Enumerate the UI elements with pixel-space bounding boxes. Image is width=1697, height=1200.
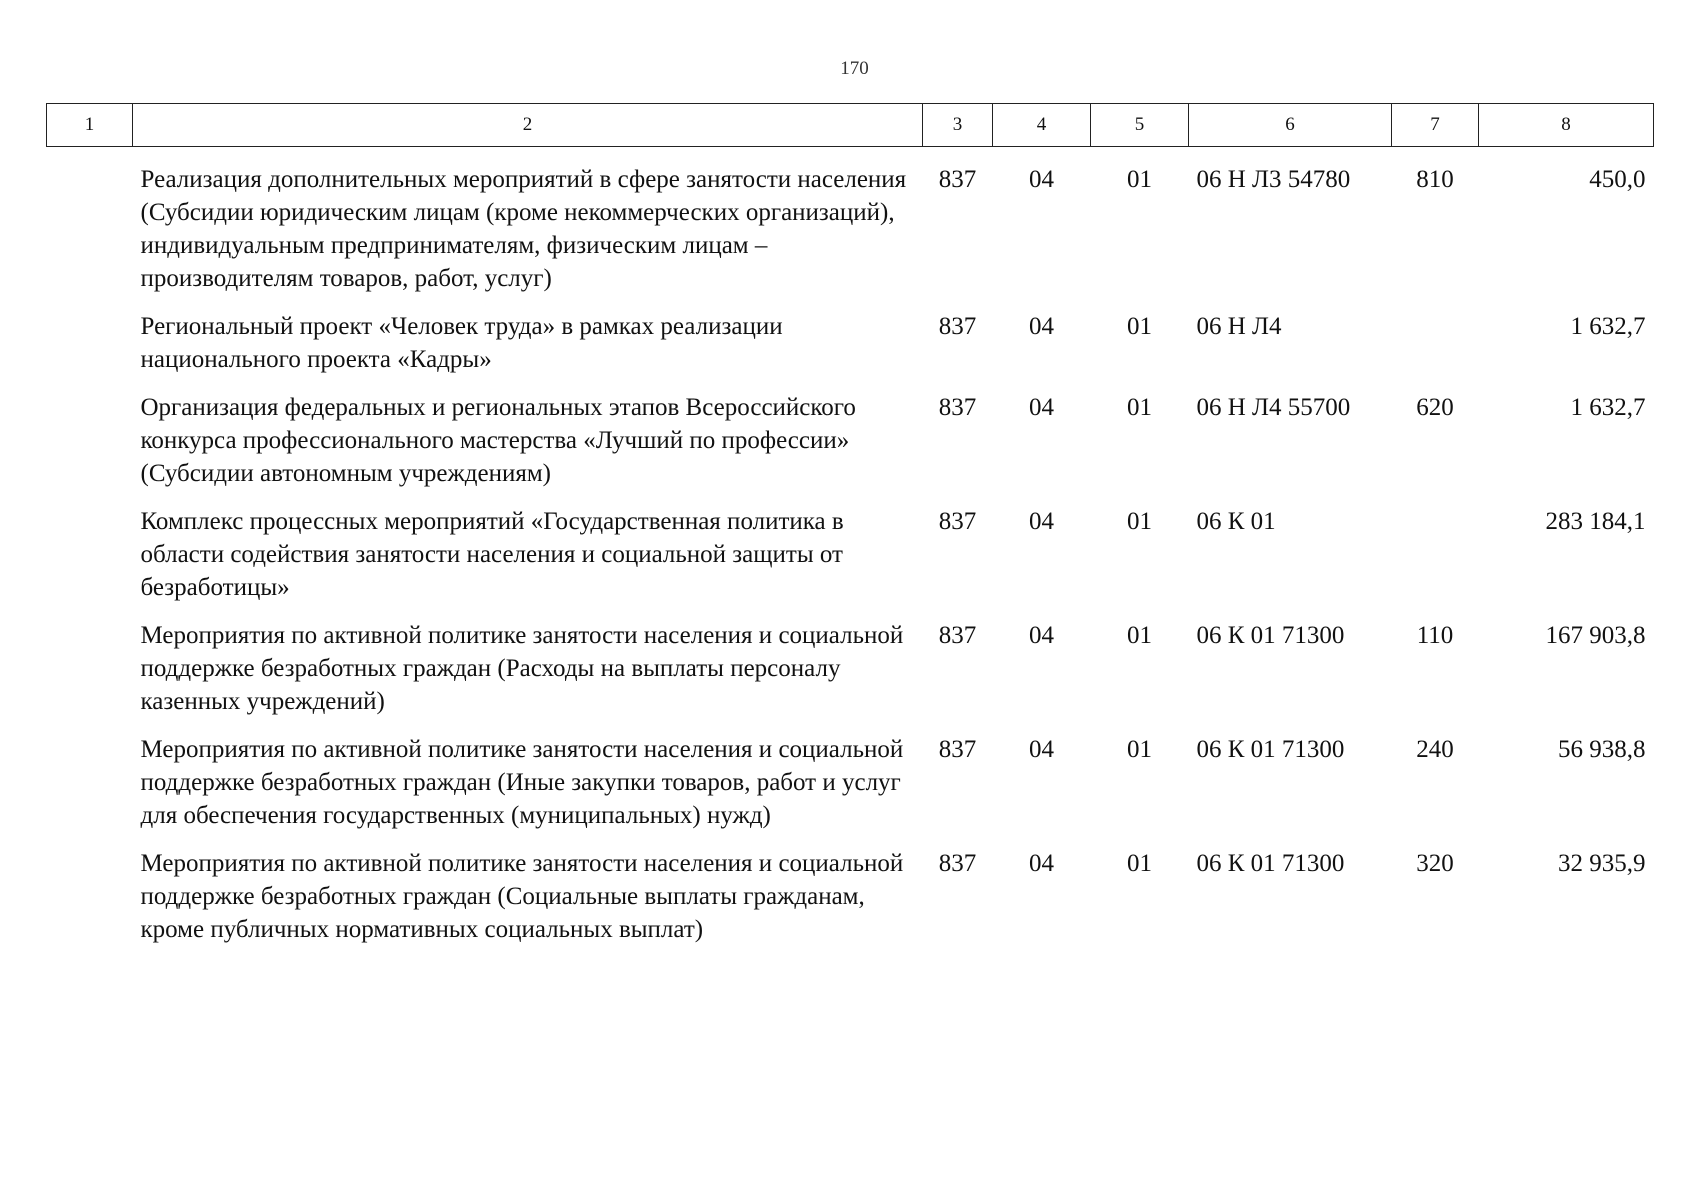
row-sum: 56 938,8: [1558, 736, 1646, 763]
row-gr: 837: [938, 313, 977, 340]
table-row: [47, 147, 1654, 303]
row-name: Комплекс процессных мероприятий «Государственная политика в области содействия занятости населения и социальной защиты от безработицы»: [140, 508, 844, 601]
row-number-cell: [47, 725, 133, 839]
row-rz: 04: [1029, 622, 1054, 649]
row-name: Организация федеральных и региональных этапов Всероссийского конкурса профессионального мастерства «Лучший по профессии» (Субсидии автономным учреждениям): [140, 394, 856, 487]
row-vr: 810: [1416, 166, 1454, 193]
header-col-2: 2: [133, 104, 923, 147]
row-pr: 01: [1127, 850, 1152, 877]
row-vr: 620: [1416, 394, 1454, 421]
row-pr: 01: [1127, 313, 1152, 340]
header-col-8: 8: [1479, 104, 1654, 147]
row-name: Мероприятия по активной политике занятости населения и социальной поддержке безработных граждан (Иные закупки товаров, работ и услуг для обеспечения государственных (муниципальных) нужд): [140, 736, 904, 829]
row-gr: 837: [938, 850, 977, 877]
row-gr: 837: [938, 622, 977, 649]
row-csr: 06 К 01: [1196, 508, 1276, 535]
row-sum: 32 935,9: [1558, 850, 1646, 877]
header-col-6: 6: [1189, 104, 1392, 147]
row-number-cell: [47, 147, 133, 303]
table-row: [47, 302, 1654, 383]
row-vr: 110: [1416, 622, 1454, 649]
row-rz: 04: [1029, 850, 1054, 877]
row-rz: 04: [1029, 394, 1054, 421]
row-csr: 06 Н Л3 54780: [1196, 166, 1351, 193]
row-name: Мероприятия по активной политике занятости населения и социальной поддержке безработных граждан (Социальные выплаты гражданам, кроме публичных нормативных социальных выплат): [140, 850, 904, 943]
row-sum: 167 903,8: [1545, 622, 1646, 649]
row-pr: 01: [1127, 622, 1152, 649]
header-col-1: 1: [47, 104, 133, 147]
table-row: [47, 383, 1654, 497]
table-body: [47, 147, 1654, 954]
header-row: [47, 104, 1654, 147]
page-number: 170: [840, 58, 869, 79]
header-col-7: 7: [1392, 104, 1479, 147]
table-row: [47, 497, 1654, 611]
row-rz: 04: [1029, 166, 1054, 193]
row-vr: [1392, 497, 1479, 611]
row-gr: 837: [938, 394, 977, 421]
row-name: Региональный проект «Человек труда» в рамках реализации национального проекта «Кадры»: [140, 313, 783, 373]
table-row: [47, 611, 1654, 725]
row-pr: 01: [1127, 166, 1152, 193]
row-pr: 01: [1127, 394, 1152, 421]
row-vr: [1392, 302, 1479, 383]
row-rz: 04: [1029, 736, 1054, 763]
header-col-5: 5: [1091, 104, 1189, 147]
row-sum: 450,0: [1589, 166, 1646, 193]
row-gr: 837: [938, 508, 977, 535]
row-name: Мероприятия по активной политике занятости населения и социальной поддержке безработных граждан (Расходы на выплаты персоналу казенных учреждений): [140, 622, 904, 715]
row-gr: 837: [938, 736, 977, 763]
table-header: [47, 104, 1654, 147]
row-pr: 01: [1127, 736, 1152, 763]
row-csr: 06 Н Л4 55700: [1196, 394, 1351, 421]
row-csr: 06 Н Л4: [1196, 313, 1282, 340]
row-csr: 06 К 01 71300: [1196, 736, 1345, 763]
row-sum: 283 184,1: [1545, 508, 1646, 535]
row-name: Реализация дополнительных мероприятий в сфере занятости населения (Субсидии юридическим лицам (кроме некоммерческих организаций), индивидуальным предпринимателям, физическим лицам – производителям товаров, работ, услуг): [140, 166, 907, 292]
row-number-cell: [47, 839, 133, 953]
row-number-cell: [47, 383, 133, 497]
row-csr: 06 К 01 71300: [1196, 622, 1345, 649]
row-rz: 04: [1029, 313, 1054, 340]
row-rz: 04: [1029, 508, 1054, 535]
row-csr: 06 К 01 71300: [1196, 850, 1345, 877]
row-pr: 01: [1127, 508, 1152, 535]
table-row: [47, 839, 1654, 953]
row-sum: 1 632,7: [1570, 313, 1646, 340]
row-number-cell: [47, 497, 133, 611]
row-sum: 1 632,7: [1570, 394, 1646, 421]
row-gr: 837: [938, 166, 977, 193]
table-row: [47, 725, 1654, 839]
row-vr: 240: [1416, 736, 1454, 763]
header-col-4: 4: [993, 104, 1091, 147]
row-vr: 320: [1416, 850, 1454, 877]
header-col-3: 3: [923, 104, 993, 147]
budget-table: [46, 103, 1654, 953]
row-number-cell: [47, 302, 133, 383]
row-number-cell: [47, 611, 133, 725]
